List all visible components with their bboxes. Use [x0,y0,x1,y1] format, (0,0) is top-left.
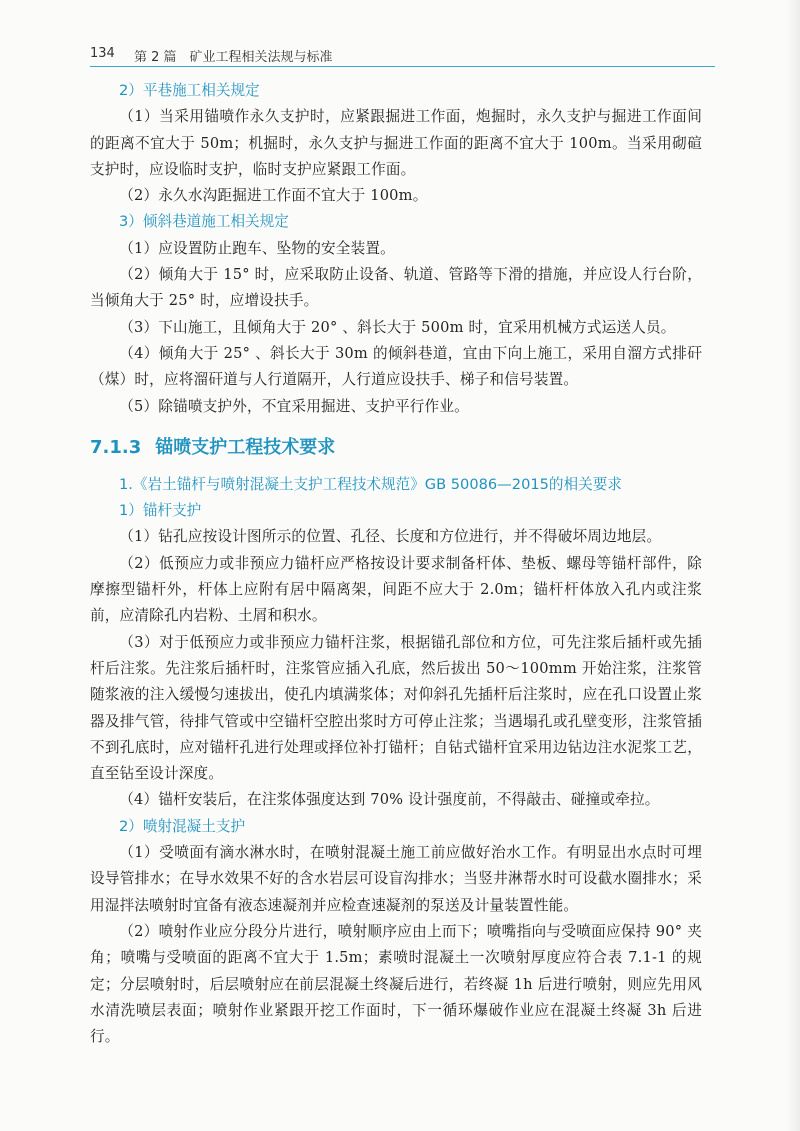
standard-reference-heading: 1.《岩土锚杆与喷射混凝土支护工程技术规范》GB 50086—2015的相关要求 [119,475,622,493]
subheading-anchor-support: 1）锚杆支护 [119,502,202,520]
subheading-shotcrete-support: 2）喷射混凝土支护 [119,817,246,835]
section-heading [90,436,702,460]
paragraph: （5）除锚喷支护外，不宜采用掘进、支护平行作业。 [119,397,469,415]
paragraph: （2）倾角大于 15° 时，应采取防止设备、轨道、管路等下滑的措施，并应设人行台阶，当倾角大于 25° 时，应增设扶手。 [90,266,702,310]
paragraph: （2）喷射作业应分段分片进行，喷射顺序应由上而下；喷嘴指向与受喷面应保持 90° 夹角；喷嘴与受喷面的距离不宜大于 1.5m；素喷时混凝土一次喷射厚度应符合表 7.1-1 的规定；分层喷射时，后层喷射应在前层混凝土终凝后进行，若终凝 1h 后进行喷射，则应先用风水清洗喷层表面；喷射作业紧跟开挖工作面时，下一循环爆破作业应在混凝土终凝 3h 后进行。 [90,922,702,1046]
subheading-level-road: 2）平巷施工相关规定 [119,82,260,99]
paragraph: （4）倾角大于 25° 、斜长大于 30m 的倾斜巷道，宜由下向上施工，采用自溜方式排矸（煤）时，应将溜矸道与人行道隔开，人行道应设扶手、梯子和信号装置。 [90,344,702,389]
paragraph: （2）低预应力或非预应力锚杆应严格按设计要求制备杆体、垫板、螺母等锚杆部件，除摩擦型锚杆外，杆体上应附有居中隔离架，间距不应大于 2.0m；锚杆杆体放入孔内或注浆前，应清除孔内岩粉、土屑和积水。 [90,554,702,625]
header-rule [90,66,715,67]
subheading-inclined-road: 3）倾斜巷道施工相关规定 [119,213,289,231]
paragraph: （3）下山施工，且倾角大于 20° 、斜长大于 500m 时，宜采用机械方式运送人员。 [119,318,676,336]
paragraph: （1）钻孔应按设计图所示的位置、孔径、长度和方位进行，并不得破坏周边地层。 [119,528,662,546]
page-number: 134 [90,46,115,61]
section-number: 7.1.3 [90,436,142,458]
paragraph: （3）对于低预应力或非预应力锚杆注浆，根据锚孔部位和方位，可先注浆后插杆或先插杆后注浆。先注浆后插杆时，注浆管应插入孔底，然后拔出 50～100mm 开始注浆，注浆管随浆液的注入缓慢匀速拔出，使孔内填满浆体；对仰斜孔先插杆后注浆时，应在孔口设置止浆器及排气管，待排气管或中空锚杆空腔出浆时方可停止注浆；当遇塌孔或孔壁变形，注浆管插不到孔底时，应对锚杆孔进行处理或择位补打锚杆；自钻式锚杆宜采用边钻边注水泥浆工艺，直至钻至设计深度。 [90,633,702,783]
running-title: 第 2 篇 矿业工程相关法规与标准 [134,50,333,65]
paragraph: （4）锚杆安装后，在注浆体强度达到 70% 设计强度前，不得敲击、碰撞或牵拉。 [119,791,660,809]
page-body [90,78,702,1050]
section-title: 锚喷支护工程技术要求 [155,436,336,458]
paragraph: （1）应设置防止跑车、坠物的安全装置。 [119,239,395,257]
paragraph: （1）受喷面有滴水淋水时，在喷射混凝土施工前应做好治水工作。有明显出水点时可埋设导管排水；在导水效果不好的含水岩层可设盲沟排水；当竖井淋帮水时可设截水圈排水；采用湿拌法喷射时宜备有液态速凝剂并应检查速凝剂的泵送及计量装置性能。 [90,844,702,914]
page-edge-shadow [786,0,800,1131]
paragraph: （2）永久水沟距掘进工作面不宜大于 100m。 [119,187,428,205]
paragraph: （1）当采用锚喷作永久支护时，应紧跟掘进工作面，炮掘时，永久支护与掘进工作面间的距离不宜大于 50m；机掘时，永久支护与掘进工作面的距离不宜大于 100m。当采用砌碹支护时，应设临时支护，临时支护应紧跟工作面。 [90,108,702,178]
page-header [0,0,800,80]
